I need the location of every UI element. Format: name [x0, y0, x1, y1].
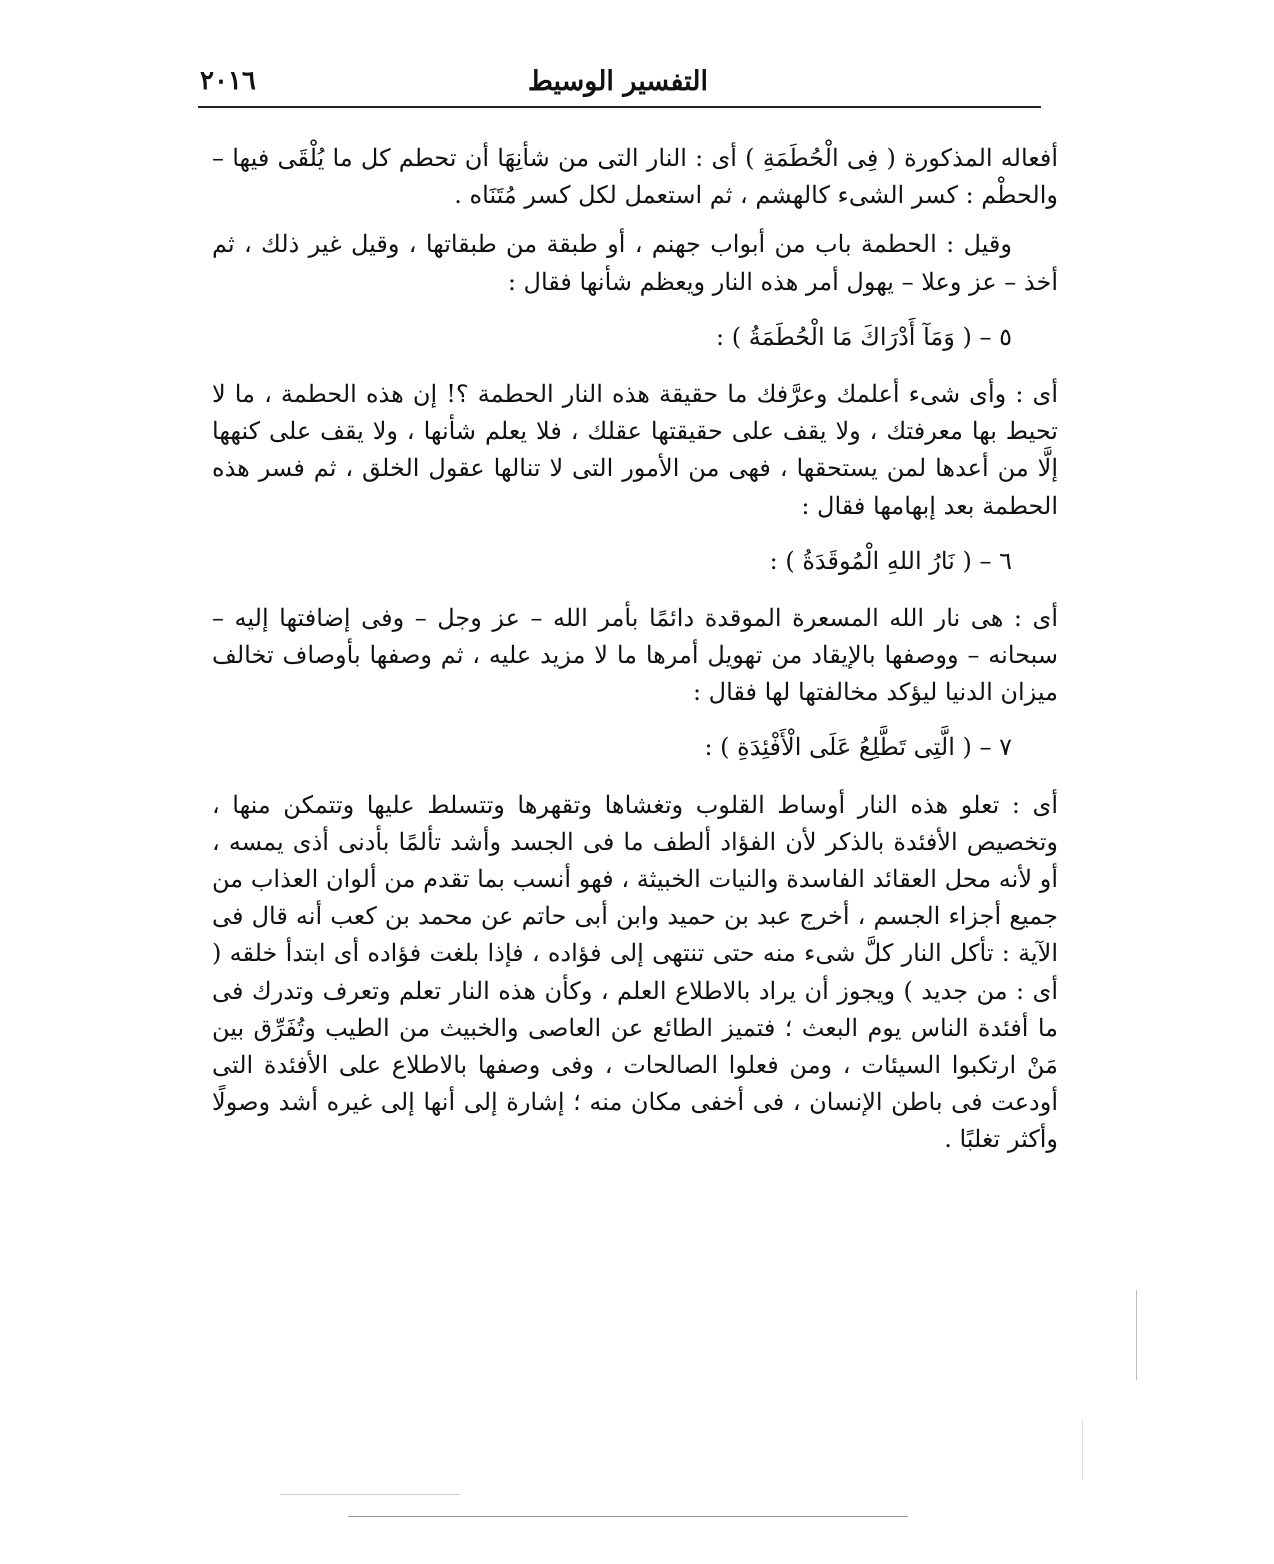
book-title: التفسير الوسيط — [527, 66, 708, 97]
scan-margin-mark — [1082, 1420, 1083, 1480]
footer-divider — [280, 1494, 460, 1495]
running-header — [200, 62, 1040, 106]
verse-5: ٥ – ( وَمَآ أَدْرَاكَ مَا الْحُطَمَةُ ) : — [716, 322, 1012, 351]
paragraph-4: أى : هى نار الله المسعرة الموقدة دائمًا بأمر الله – عز وجل – وفى إضافتها إليه – سبحانه – ووصفها بالإيقاد من تهويل أمرها ما لا مزيد عليه ، ثم وصفها بأوصاف تخالف ميزان الدنيا ليؤكد مخالفتها لها فقال : — [212, 603, 1058, 707]
paragraph-2: وقيل : الحطمة باب من أبواب جهنم ، أو طبقة من طبقاتها ، وقيل غير ذلك ، ثم أخذ – عز وعلا – يهول أمر هذه النار ويعظم شأنها فقال : — [212, 230, 1058, 296]
footer-divider — [348, 1516, 908, 1517]
verse-6: ٦ – ( نَارُ اللهِ الْمُوقَدَةُ ) : — [769, 546, 1012, 575]
paragraph-1: أفعاله المذكورة ( فِى الْحُطَمَةِ ) أى : النار التى من شأنِهَا أن تحطم كل ما يُلْقَى فيها – والحطْم : كسر الشىء كالهشم ، ثم استعمل لكل كسر مُتَنَاه . — [212, 144, 1058, 210]
paragraph-3: أى : وأى شىء أعلمك وعرَّفك ما حقيقة هذه النار الحطمة ؟! إن هذه الحطمة ، ما لا تحيط بها معرفتك ، ولا يقف على حقيقتها عقلك ، فلا يعلم شأنها ، ولا يقف على كنهها إلَّا من أعدها لمن يستحقها ، فهى من الأمور التى لا تنالها عقول الخلق ، ثم فسر هذه الحطمة بعد إبهامها فقال : — [212, 379, 1058, 520]
header-divider — [198, 106, 1041, 108]
page-body — [212, 140, 1058, 1171]
scan-margin-mark — [1136, 1290, 1137, 1380]
page-number: ٢٠١٦ — [200, 66, 256, 96]
verse-7: ٧ – ( الَّتِى تَطَّلِعُ عَلَى الْأَفْئِدَةِ ) : — [704, 733, 1012, 762]
paragraph-5: أى : تعلو هذه النار أوساط القلوب وتغشاها وتقهرها وتتسلط عليها وتتمكن منها ، وتخصيص الأفئدة بالذكر لأن الفؤاد ألطف ما فى الجسد وأشد تألمًا بأدنى أذى يمسه ، أو لأنه محل العقائد الفاسدة والنيات الخبيثة ، فهو أنسب بما تقدم من ألوان العذاب من جميع أجزاء الجسم ، أخرج عبد بن حميد وابن أبى حاتم عن محمد بن كعب أنه قال فى الآية : تأكل النار كلَّ شىء منه حتى تنتهى إلى فؤاده ، فإذا بلغت فؤاده أى ابتدأ خلقه ( أى : من جديد ) ويجوز أن يراد بالاطلاع العلم ، وكأن هذه النار تعلم وتعرف وتدرك فى ما أفئدة الناس يوم البعث ؛ فتميز الطائع عن العاصى والخبيث من الطيب وتُفَرِّق بين مَنْ ارتكبوا السيئات ، ومن فعلوا الصالحات ، وفى وصفها بالاطلاع على الأفئدة التى أودعت فى باطن الإنسان ، فى أخفى مكان منه ؛ إشارة إلى أنها إلى غيره أشد وصولًا وأكثر تغلبًا . — [212, 790, 1058, 1154]
